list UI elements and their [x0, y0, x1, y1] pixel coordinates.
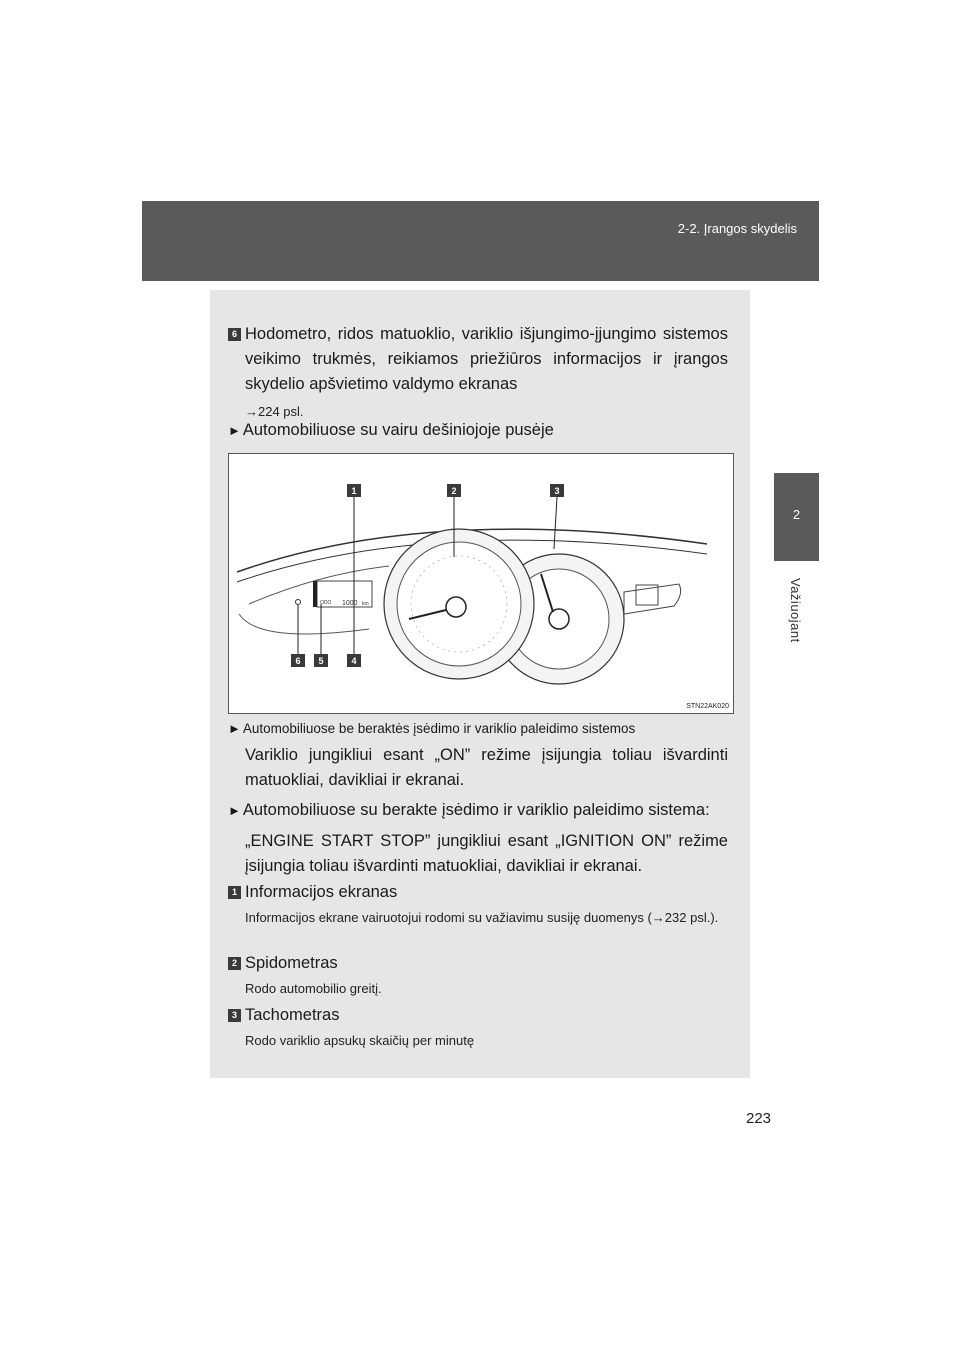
rhd-heading: ► Automobiliuose su vairu dešiniojoje pusėje [228, 421, 554, 439]
callout-4: 4 [351, 656, 357, 666]
chapter-number: 2 [792, 507, 801, 522]
key-section [228, 798, 728, 879]
page-reference: →224 psl. [245, 404, 304, 419]
chapter-tab [774, 473, 819, 561]
item-2 [228, 951, 728, 998]
item-title: Informacijos ekranas [245, 883, 398, 901]
item-description: Rodo variklio apsukų skaičių per minutę [245, 1033, 475, 1048]
section-title: 2-2. Įrangos skydelis [677, 221, 797, 236]
callout-3: 3 [554, 486, 560, 496]
item-1 [228, 880, 728, 927]
callout-badge: 3 [228, 1009, 241, 1022]
item-6-text: Hodometro, ridos matuoklio, variklio išjungimo-įjungimo sistemos veikimo trukmės, reikiamos priežiūros informacijos ir įrangos skydelio apšvietimo valdymo ekranas [245, 325, 728, 393]
chapter-label: Važiuojant [788, 578, 803, 643]
callout-badge: 1 [228, 886, 241, 899]
dimmer-knob-icon [296, 600, 301, 605]
item-3 [228, 1003, 728, 1050]
no-key-heading: ► Automobiliuose be beraktės įsėdimo ir variklio paleidimo sistemos [228, 721, 636, 736]
no-key-text: Variklio jungikliui esant „ON” režime įsijungia toliau išvardinti matuokliai, davikliai ir ekranai. [245, 746, 728, 789]
triangle-bullet-icon: ► [228, 423, 241, 438]
callout-2: 2 [451, 486, 457, 496]
item-title: Spidometras [245, 954, 338, 972]
key-heading: ► Automobiliuose su berakte įsėdimo ir variklio paleidimo sistema: [228, 801, 710, 819]
triangle-bullet-icon: ► [228, 721, 241, 736]
item-description: Informacijos ekrane vairuotojui rodomi su važiavimu susiję duomenys (→232 psl.). [245, 910, 719, 925]
callout-badge: 6 [228, 328, 241, 341]
figure-code: STN22AK020 [686, 703, 729, 710]
instrument-cluster-figure [228, 453, 734, 714]
page-number: 223 [746, 1110, 772, 1127]
callout-1: 1 [351, 486, 357, 496]
callout-6: 6 [295, 656, 301, 666]
no-key-section [228, 720, 728, 793]
callout-5: 5 [318, 656, 324, 666]
header-bar [142, 201, 819, 281]
key-text: „ENGINE START STOP” jungikliui esant „IGNITION ON” režime įsijungia toliau išvardinti matuokliai, davikliai ir ekranai. [245, 832, 728, 875]
odo-unit: km [362, 601, 369, 607]
odo-label: ODO [320, 600, 332, 606]
item-6 [228, 322, 728, 421]
odo-value: 1000 [342, 600, 358, 607]
callout-badge: 2 [228, 957, 241, 970]
triangle-bullet-icon: ► [228, 803, 241, 818]
item-description: Rodo automobilio greitį. [245, 981, 382, 996]
item-title: Tachometras [245, 1006, 340, 1024]
cluster-illustration [229, 454, 733, 713]
